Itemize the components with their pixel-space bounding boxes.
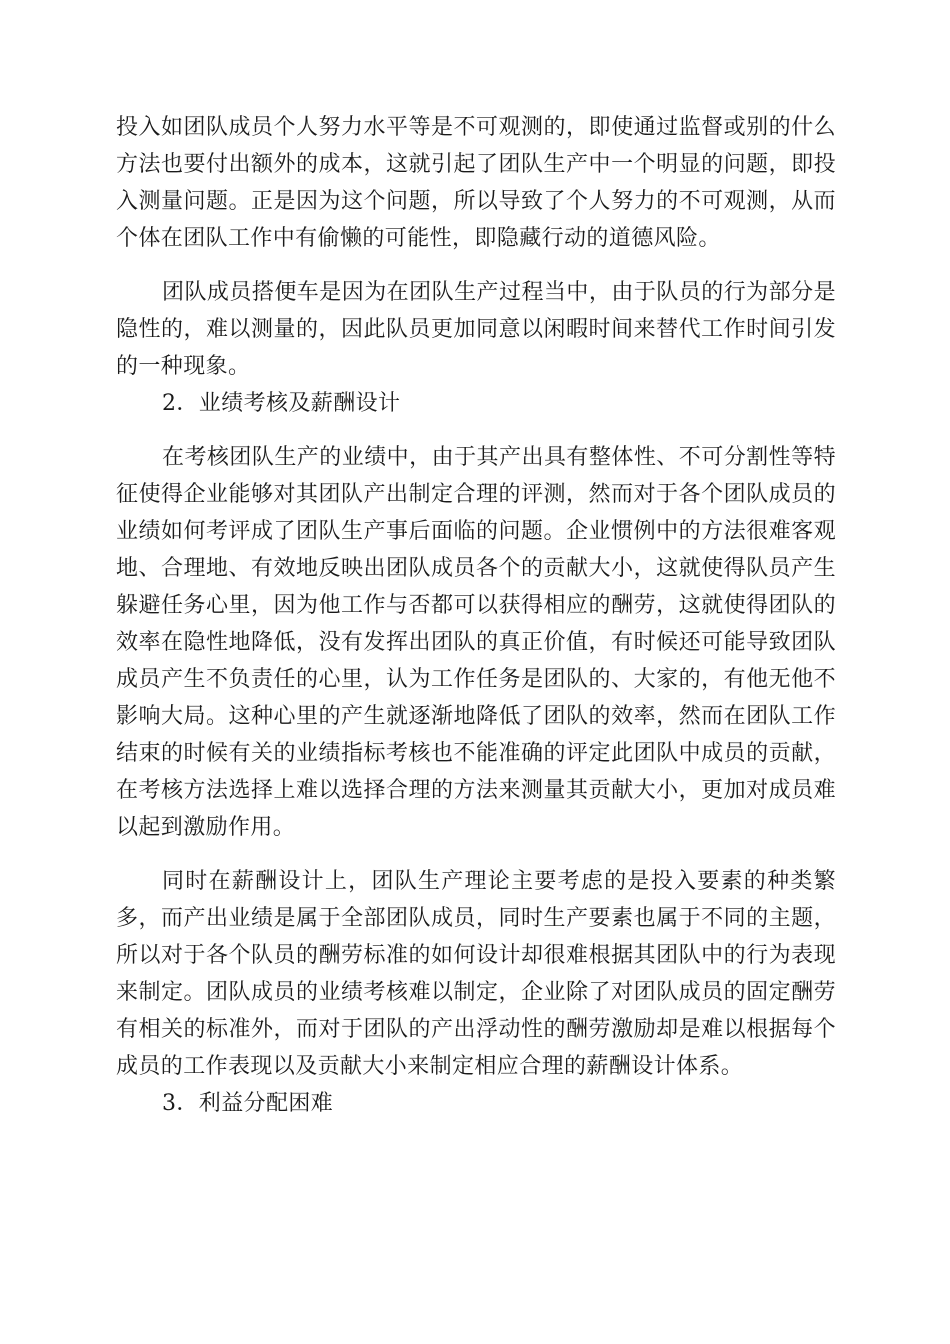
paragraph-free-riding: 团队成员搭便车是因为在团队生产过程当中，由于队员的行为部分是隐性的，难以测量的，因此队员更加同意以闲暇时间来替代工作时间引发的一种现象。 — [116, 280, 836, 379]
paragraph-performance-evaluation: 在考核团队生产的业绩中，由于其产出具有整体性、不可分割性等特征使得企业能够对其团队产出制定合理的评测，然而对于各个团队成员的业绩如何考评成了团队生产事后面临的问题。企业惯例中的方法很难客观地、合理地、有效地反映出团队成员各个的贡献大小，这就使得队员产生躲避任务心里，因为他工作与否都可以获得相应的酬劳，这就使得团队的效率在隐性地降低，没有发挥出团队的真正价值，有时候还可能导致团队成员产生不负责任的心里，认为工作任务是团队的、大家的，有他无他不影响大局。这种心里的产生就逐渐地降低了团队的效率，然而在团队工作结束的时候有关的业绩指标考核也不能准确的评定此团队中成员的贡献，在考核方法选择上难以选择合理的方法来测量其贡献大小，更加对成员难以起到激励作用。 — [116, 445, 836, 840]
section-heading-performance-pay: 2．业绩考核及薪酬设计 — [162, 391, 401, 416]
paragraph-salary-design: 同时在薪酬设计上，团队生产理论主要考虑的是投入要素的种类繁多，而产出业绩是属于全部团队成员，同时生产要素也属于不同的主题，所以对于各个队员的酬劳标准的如何设计却很难根据其团队中的行为表现来制定。团队成员的业绩考核难以制定，企业除了对团队成员的固定酬劳有相关的标准外，而对于团队的产出浮动性的酬劳激励却是难以根据每个成员的工作表现以及贡献大小来制定相应合理的薪酬设计体系。 — [116, 869, 836, 1079]
document-body — [116, 109, 836, 1122]
paragraph-input-measurement: 投入如团队成员个人努力水平等是不可观测的，即使通过监督或别的什么方法也要付出额外的成本，这就引起了团队生产中一个明显的问题，即投入测量问题。正是因为这个问题，所以导致了个人努力的不可观测，从而个体在团队工作中有偷懒的可能性，即隐藏行动的道德风险。 — [116, 115, 836, 251]
section-heading-benefit-distribution: 3．利益分配困难 — [162, 1091, 334, 1116]
